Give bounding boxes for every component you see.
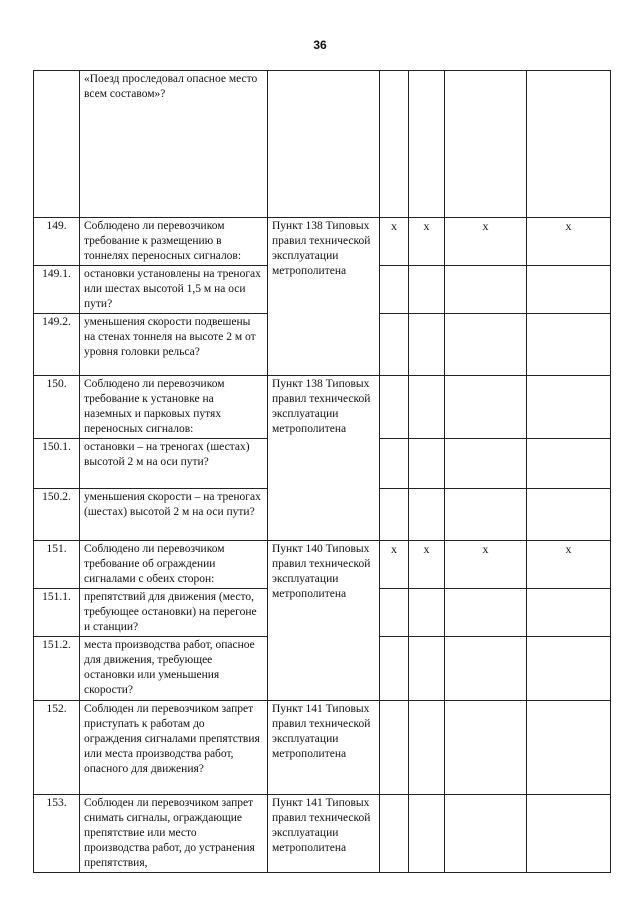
- answer-yes-cell: [380, 489, 409, 541]
- comment-cell: x: [527, 218, 611, 266]
- answer-na-cell: [445, 589, 527, 637]
- legal-reference: Пункт 140 Типовых правил технической эксплуатации метрополитена: [268, 541, 380, 701]
- answer-yes-cell: [380, 795, 409, 873]
- legal-reference: [268, 71, 380, 218]
- question-text: «Поезд проследовал опасное место всем составом»?: [80, 71, 268, 218]
- answer-yes-cell: [380, 71, 409, 218]
- answer-yes-cell: [380, 701, 409, 795]
- answer-no-cell: [409, 589, 445, 637]
- answer-yes-cell: [380, 266, 409, 314]
- question-text: остановки установлены на треногах или шестах высотой 1,5 м на оси пути?: [80, 266, 268, 314]
- answer-na-cell: x: [445, 218, 527, 266]
- checklist-table: [33, 70, 611, 873]
- item-number: 153.: [34, 795, 80, 873]
- answer-yes-cell: [380, 589, 409, 637]
- answer-no-cell: x: [409, 541, 445, 589]
- comment-cell: [527, 439, 611, 489]
- answer-yes-cell: [380, 439, 409, 489]
- table-row: [34, 376, 611, 439]
- item-number: 150.1.: [34, 439, 80, 489]
- answer-yes-cell: [380, 637, 409, 701]
- answer-na-cell: [445, 71, 527, 218]
- comment-cell: [527, 376, 611, 439]
- answer-no-cell: [409, 439, 445, 489]
- answer-no-cell: [409, 701, 445, 795]
- table-row: [34, 541, 611, 589]
- item-number: 150.: [34, 376, 80, 439]
- comment-cell: [527, 489, 611, 541]
- item-number: 151.1.: [34, 589, 80, 637]
- table-row: [34, 701, 611, 795]
- answer-no-cell: [409, 795, 445, 873]
- answer-na-cell: [445, 637, 527, 701]
- question-text: Соблюден ли перевозчиком запрет приступать к работам до ограждения сигналами препятствия или места производства работ, опасного для движения?: [80, 701, 268, 795]
- legal-reference: Пункт 138 Типовых правил технической эксплуатации метрополитена: [268, 376, 380, 541]
- table-row: [34, 218, 611, 266]
- question-text: остановки – на треногах (шестах) высотой 2 м на оси пути?: [80, 439, 268, 489]
- answer-yes-cell: [380, 376, 409, 439]
- item-number: 150.2.: [34, 489, 80, 541]
- question-text: места производства работ, опасное для движения, требующее остановки или уменьшения скорости?: [80, 637, 268, 701]
- answer-no-cell: [409, 489, 445, 541]
- comment-cell: [527, 314, 611, 376]
- question-text: уменьшения скорости – на треногах (шестах) высотой 2 м на оси пути?: [80, 489, 268, 541]
- question-text: Соблюдено ли перевозчиком требование к размещению в тоннелях переносных сигналов:: [80, 218, 268, 266]
- item-number: 151.2.: [34, 637, 80, 701]
- question-text: Соблюдено ли перевозчиком требование к установке на наземных и парковых путях переносных сигналов:: [80, 376, 268, 439]
- answer-no-cell: [409, 637, 445, 701]
- answer-na-cell: [445, 489, 527, 541]
- comment-cell: [527, 795, 611, 873]
- answer-na-cell: [445, 795, 527, 873]
- answer-yes-cell: [380, 314, 409, 376]
- answer-no-cell: [409, 314, 445, 376]
- comment-cell: [527, 637, 611, 701]
- answer-yes-cell: x: [380, 541, 409, 589]
- comment-cell: [527, 71, 611, 218]
- answer-no-cell: x: [409, 218, 445, 266]
- question-text: Соблюден ли перевозчиком запрет снимать сигналы, ограждающие препятствие или место производства работ, до устранения препятствия,: [80, 795, 268, 873]
- answer-na-cell: [445, 439, 527, 489]
- answer-na-cell: [445, 376, 527, 439]
- answer-yes-cell: x: [380, 218, 409, 266]
- question-text: препятствий для движения (место, требующее остановки) на перегоне и станции?: [80, 589, 268, 637]
- legal-reference: Пункт 141 Типовых правил технической эксплуатации метрополитена: [268, 701, 380, 795]
- answer-na-cell: [445, 314, 527, 376]
- comment-cell: [527, 266, 611, 314]
- answer-no-cell: [409, 376, 445, 439]
- comment-cell: x: [527, 541, 611, 589]
- answer-no-cell: [409, 71, 445, 218]
- item-number: 151.: [34, 541, 80, 589]
- comment-cell: [527, 701, 611, 795]
- legal-reference: Пункт 138 Типовых правил технической эксплуатации метрополитена: [268, 218, 380, 376]
- item-number: 149.: [34, 218, 80, 266]
- answer-na-cell: x: [445, 541, 527, 589]
- comment-cell: [527, 589, 611, 637]
- question-text: Соблюдено ли перевозчиком требование об ограждении сигналами с обеих сторон:: [80, 541, 268, 589]
- item-number: 149.2.: [34, 314, 80, 376]
- table-row: [34, 795, 611, 873]
- answer-na-cell: [445, 266, 527, 314]
- table-row: [34, 71, 611, 218]
- answer-no-cell: [409, 266, 445, 314]
- legal-reference: Пункт 141 Типовых правил технической эксплуатации метрополитена: [268, 795, 380, 873]
- answer-na-cell: [445, 701, 527, 795]
- question-text: уменьшения скорости подвешены на стенах тоннеля на высоте 2 м от уровня головки рельса?: [80, 314, 268, 376]
- item-number: 149.1.: [34, 266, 80, 314]
- item-number: [34, 71, 80, 218]
- page-number: 36: [313, 38, 327, 52]
- item-number: 152.: [34, 701, 80, 795]
